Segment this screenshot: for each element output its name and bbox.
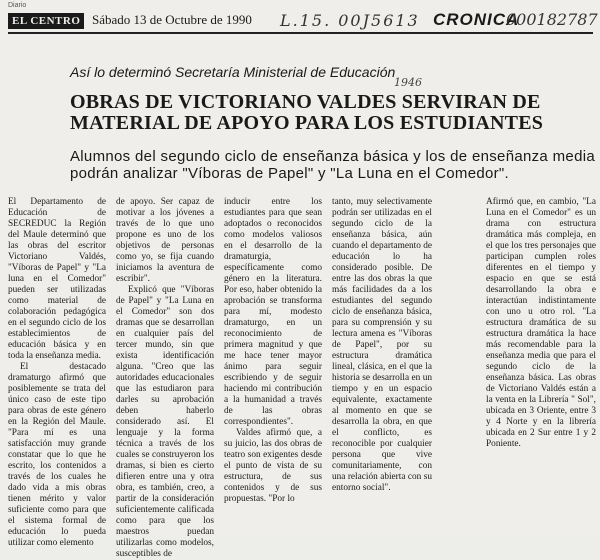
publication-date: Sábado 13 de Octubre de 1990: [92, 12, 252, 27]
column-5: [486, 197, 596, 532]
paragraph: tanto, muy selectivamente podrán ser utilizadas en el segundo ciclo de la enseñanza básica, aún cuando el departamento de educación lo ha considerado posible. De entre las dos obras la que más facilidades da a los estudiantes del segundo ciclo de enseñanza básica, para su comprensión y su lectura amena es "Víboras de Papel", por su estructura dramática lineal, clásica, en el que la historia se desarrolla en un tiempo y en un espacio equivalente, exactamente al momento en que se desarrolla la obra, en que el conflicto, es reconocible por cualquier persona que vive comunitariamente, con una relación abierta con su entorno social".: [332, 197, 432, 493]
headline: OBRAS DE VICTORIANO VALDES SERVIRAN DE MATERIAL DE APOYO PARA LOS ESTUDIANTES: [70, 91, 544, 134]
lead-paragraph: Alumnos del segundo ciclo de enseñanza básica y los de enseñanza media podrán analizar "Víboras de Papel" y "La Luna en el Comedor".: [70, 148, 595, 182]
newspaper-logo: EL CENTRO: [8, 13, 84, 29]
section-title: CRONICA: [433, 10, 520, 29]
source-label: Diario: [8, 2, 27, 9]
column-2: [116, 197, 214, 559]
paragraph: El destacado dramaturgo afirmó que posiblemente se trata del único caso de este tipo para obras de este género en la Región del Maule. "Para mí es una satisfacción muy grande constatar que lo que he escrito, los contenidos a través de los cuales he dado vida a mis obras tienen mérito y valor suficiente como para que el sistema formal de educación lo pueda utilizar como elemento: [8, 362, 106, 548]
article-body: [8, 197, 598, 559]
handwritten-year: 1946: [394, 76, 422, 89]
column-4: [332, 197, 432, 532]
masthead-rule: [8, 32, 593, 34]
kicker: Así lo determinó Secretaría Ministerial de Educación: [70, 64, 396, 80]
paragraph: Afirmó que, en cambio, "La Luna en el Comedor" es un drama con estructura dramática más compleja, en el que los tres personajes que participan cumplen roles diferentes en el tiempo y espacio en que se está desarrollando la obra e interactúan indistintamente con uno u otro rol. "La estructura dramática de su estructura dramática la hace más recomendable para la enseñanza media que para el segundo ciclo de la enseñanza básica. Las obras de Victoriano Valdés están a la venta en la Librería " Sol", ubicada en 3 Oriente, entre 3 y 4 Norte y en la librería ubicada en 2 Sur entre 1 y 2 Poniente.: [486, 197, 596, 449]
paragraph: Valdes afirmó que, a su juicio, las dos obras de teatro son exigentes desde el punto de vista de su estructura, de sus contenidos y de sus propuestas. "Por lo: [224, 428, 322, 504]
paragraph: Explicó que "Víboras de Papel" y "La Luna en el Comedor" son dos dramas que se desarrollan en cualquier país del tercer mundo, sin que exista identificación alguna. "Creo que las autoridades educacionales que las estudiaron para darles su aprobación deben haberlo considerado así. El lenguaje y la forma técnica a través de los cuales se construyeron los dramas, si bien es cierto difieren entre una y otra obra, es también, creo, a partir de la consideración suficientemente calificada como para que los maestros puedan utilizarlas como modelos, susceptibles de: [116, 285, 214, 559]
handwritten-code: L.15. 00J5613: [280, 11, 420, 30]
handwritten-reference: 000182787: [506, 10, 598, 29]
column-1: [8, 197, 106, 548]
column-3: [224, 197, 322, 532]
paragraph: inducir entre los estudiantes para que sean adoptados o reconocidos como modelos valiosos en el desarrollo de la dramaturgia, específicamente como género en la literatura. Por eso, haber obtenido la aprobación se transforma para mí, modesto dramaturgo, en un reconocimiento de primera magnitud y que me hace tener mayor ánimo para seguir escribiendo y de seguir haciendo mi contribución a la humanidad a través de las obras correspondientes".: [224, 197, 322, 427]
paragraph: El Departamento de Educación de SECREDUC la Región del Maule determinó que las obras del escritor Victoriano Valdés, "Víboras de Papel" y "La luna en el Comedor" pueden ser utilizadas como material de colaboración pedagógica en el segundo ciclo de los establecimientos de educación básica y en toda la enseñanza media.: [8, 197, 106, 361]
paragraph: de apoyo. Ser capaz de motivar a los jóvenes a través de lo que uno propone es uno de los objetivos de personas como yo, se fija cuando iniciamos la aventura de escribir".: [116, 197, 214, 284]
masthead: [8, 10, 598, 30]
